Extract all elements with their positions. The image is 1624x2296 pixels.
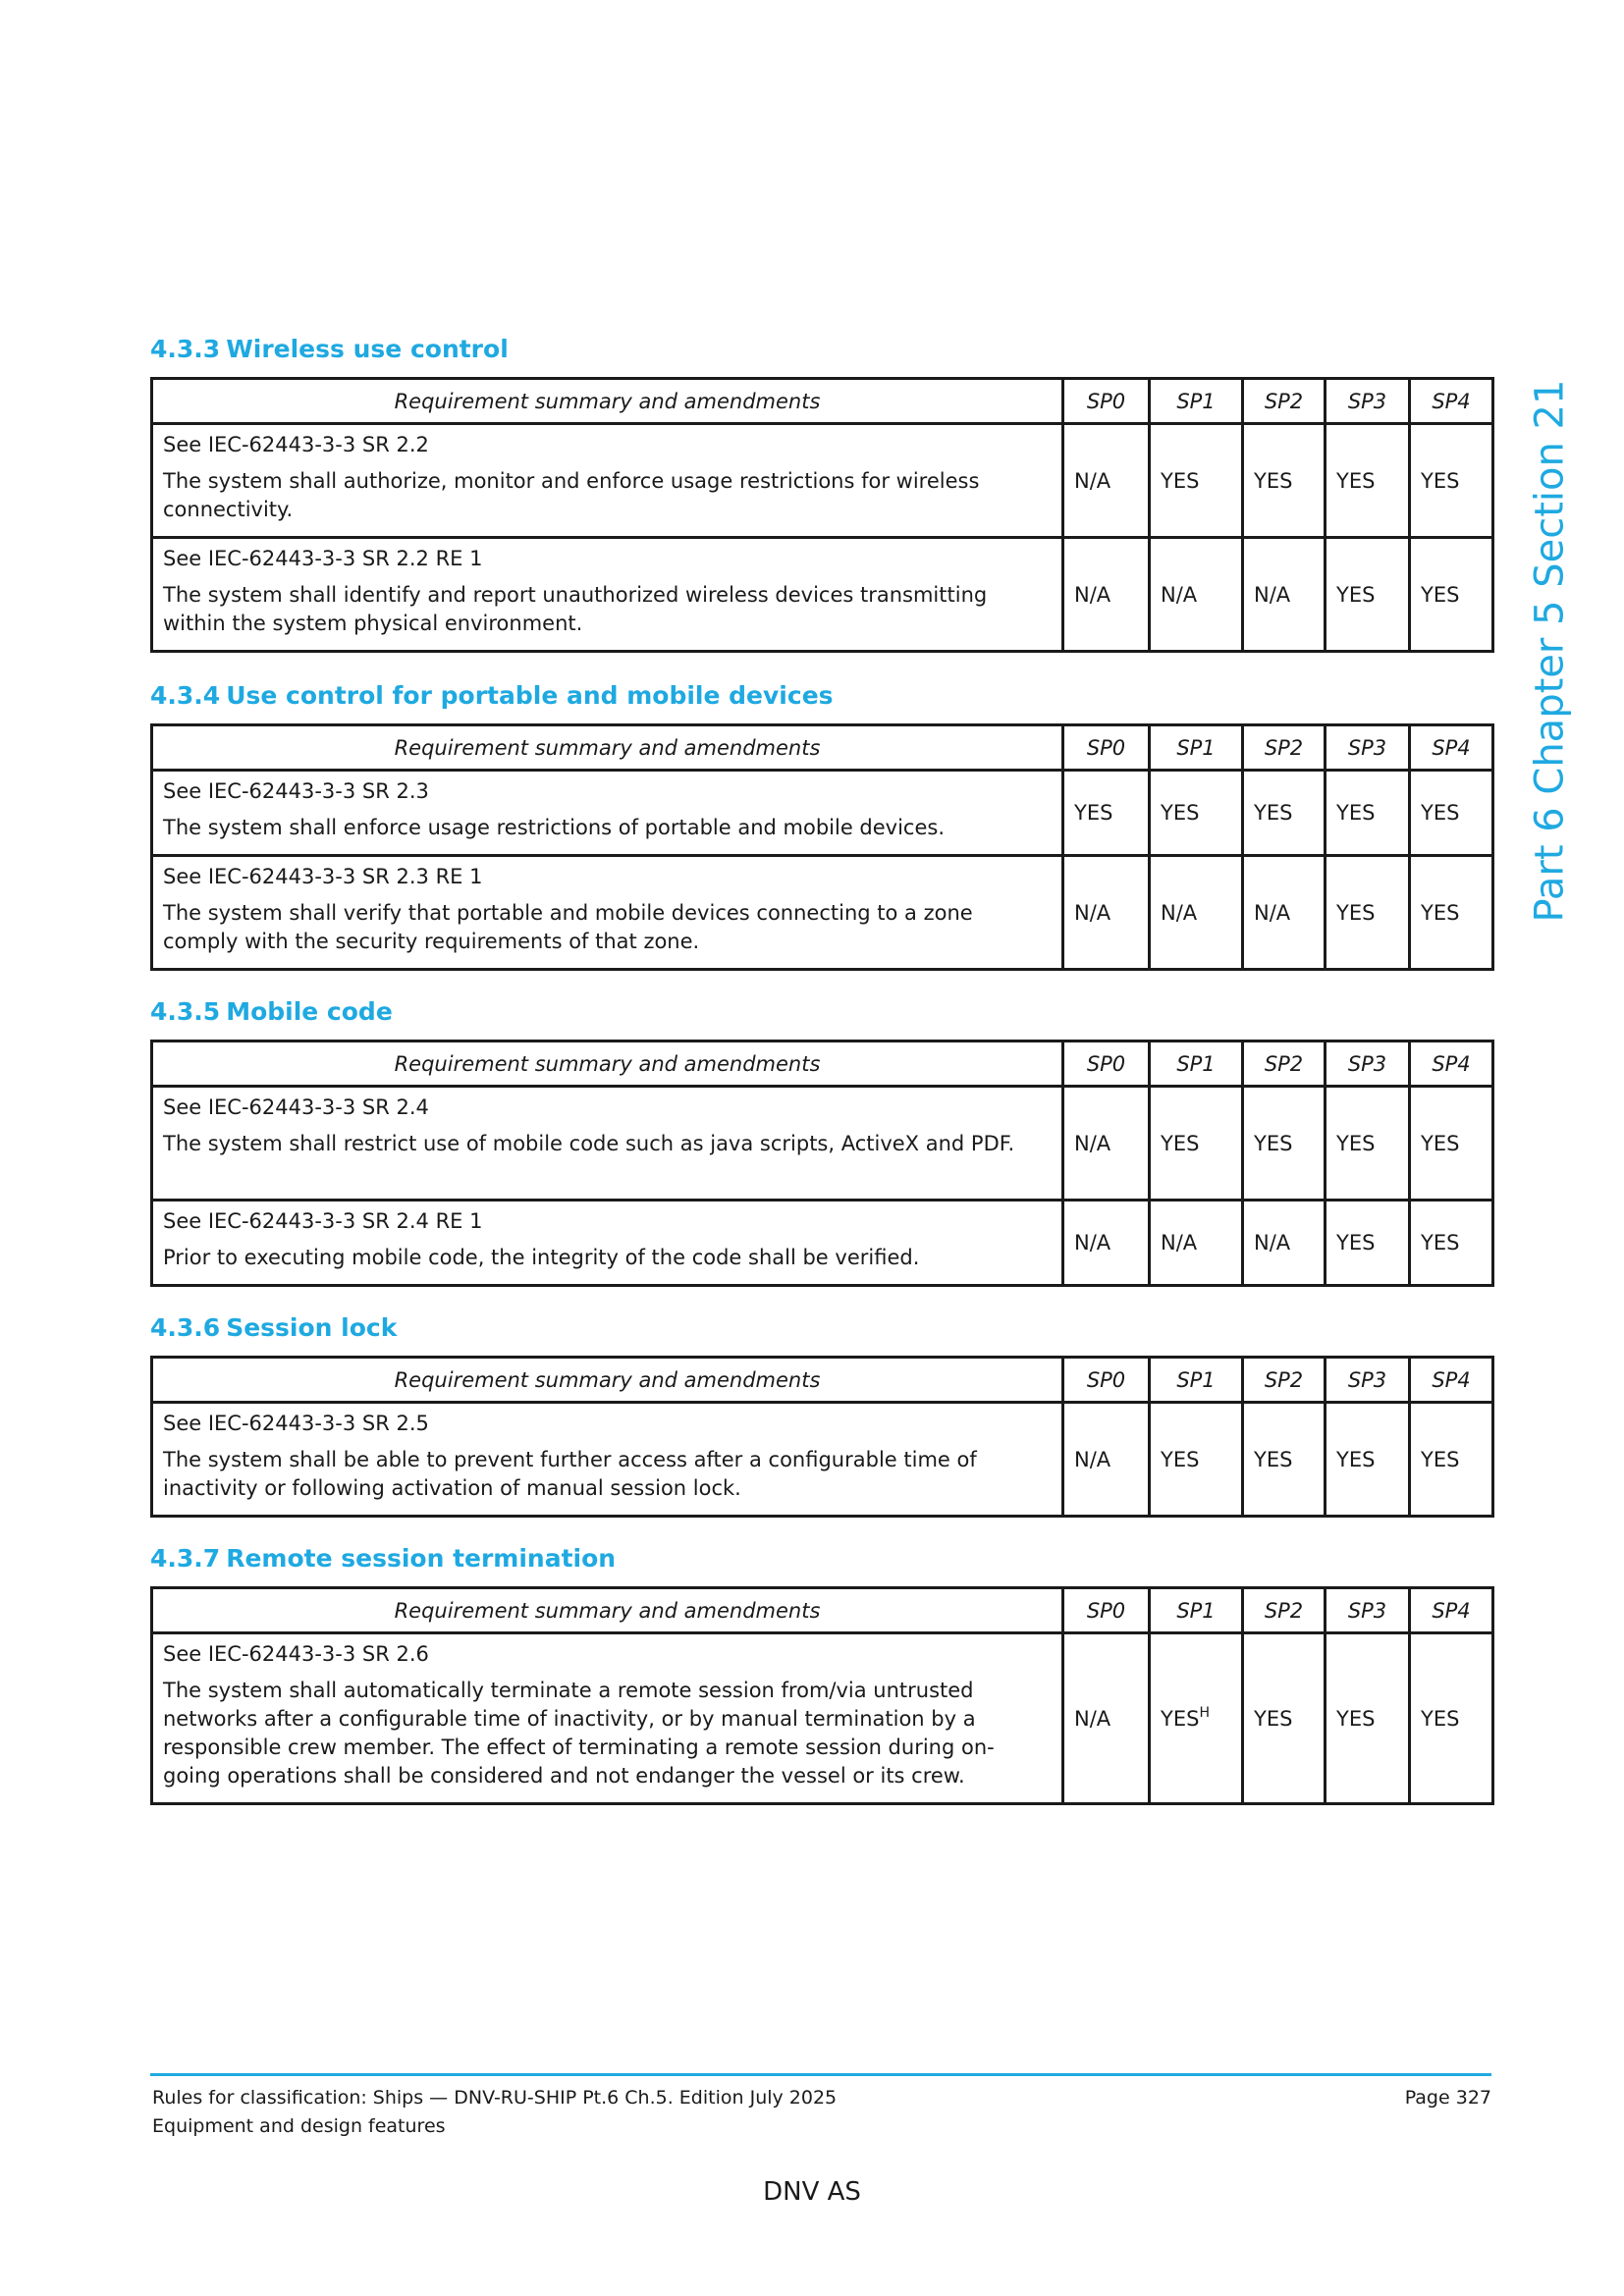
sp0-value: N/A (1063, 538, 1150, 652)
sp3-value: YES (1326, 856, 1410, 970)
table-row (152, 1403, 1493, 1517)
footer-company: DNV AS (763, 2177, 861, 2207)
sp1-value: N/A (1150, 538, 1243, 652)
header-sp1: SP1 (1150, 1588, 1243, 1633)
sp2-value: YES (1243, 424, 1326, 538)
footer-page-number: Page 327 (1404, 2087, 1491, 2109)
sp2-value: N/A (1243, 856, 1326, 970)
requirements-table (150, 1040, 1494, 1287)
section-4-3-7 (150, 1542, 1491, 1805)
section-4-3-5 (150, 995, 1491, 1287)
requirement-cell (152, 1633, 1063, 1804)
requirement-cell (152, 1087, 1063, 1201)
sp0-value: N/A (1063, 1403, 1150, 1517)
side-tab-label: Part 6 Chapter 5 Section 21 (1527, 379, 1572, 923)
header-requirement: Requirement summary and amendments (152, 1588, 1063, 1633)
header-requirement: Requirement summary and amendments (152, 379, 1063, 424)
table-row (152, 1201, 1493, 1286)
sp1-value: N/A (1150, 1201, 1243, 1286)
sp4-value: YES (1410, 424, 1493, 538)
sp4-value: YES (1410, 538, 1493, 652)
sp3-value: YES (1326, 1633, 1410, 1804)
sp3-value: YES (1326, 424, 1410, 538)
header-sp2: SP2 (1243, 725, 1326, 771)
table-row (152, 1087, 1493, 1201)
header-sp1: SP1 (1150, 1041, 1243, 1087)
footer-left (152, 2084, 837, 2141)
sp2-value: YES (1243, 1633, 1326, 1804)
requirement-text: The system shall enforce usage restrictions of portable and mobile devices. (163, 816, 946, 839)
header-sp2: SP2 (1243, 1588, 1326, 1633)
sp4-value: YES (1410, 1633, 1493, 1804)
sp1-value: YES (1150, 424, 1243, 538)
header-sp4: SP4 (1410, 1358, 1493, 1403)
footer-document-title: Rules for classification: Ships — DNV-RU-SHIP Pt.6 Ch.5. Edition July 2025 (152, 2087, 838, 2109)
table-header-row (152, 725, 1493, 771)
requirements-table (150, 1356, 1494, 1518)
requirements-table (150, 377, 1494, 653)
header-requirement: Requirement summary and amendments (152, 1041, 1063, 1087)
requirement-reference: See IEC-62443-3-3 SR 2.3 (163, 779, 429, 803)
requirement-reference: See IEC-62443-3-3 SR 2.2 RE 1 (163, 547, 483, 570)
sp3-value: YES (1326, 1087, 1410, 1201)
sp1-value: YES (1150, 771, 1243, 856)
header-sp3: SP3 (1326, 1041, 1410, 1087)
sp0-value: YES (1063, 771, 1150, 856)
sp0-value: N/A (1063, 424, 1150, 538)
sp2-value: YES (1243, 1087, 1326, 1201)
table-row (152, 538, 1493, 652)
requirements-table (150, 1586, 1494, 1805)
sp1-value: YES (1150, 1087, 1243, 1201)
section-heading: 4.3.3 Wireless use control (150, 335, 509, 363)
sp3-value: YES (1326, 1201, 1410, 1286)
footer-divider (150, 2073, 1491, 2076)
sp1-value: N/A (1150, 856, 1243, 970)
header-sp4: SP4 (1410, 725, 1493, 771)
requirement-reference: See IEC-62443-3-3 SR 2.2 (163, 433, 429, 456)
header-sp0: SP0 (1063, 725, 1150, 771)
table-header-row (152, 1588, 1493, 1633)
sp0-value: N/A (1063, 1201, 1150, 1286)
sp2-value: N/A (1243, 538, 1326, 652)
header-sp3: SP3 (1326, 379, 1410, 424)
side-tab (1524, 351, 1575, 950)
header-sp0: SP0 (1063, 1041, 1150, 1087)
sp0-value: N/A (1063, 856, 1150, 970)
section-4-3-3 (150, 333, 1491, 653)
header-sp0: SP0 (1063, 1588, 1150, 1633)
sp4-value: YES (1410, 771, 1493, 856)
header-sp3: SP3 (1326, 725, 1410, 771)
header-sp0: SP0 (1063, 379, 1150, 424)
requirement-reference: See IEC-62443-3-3 SR 2.4 (163, 1095, 429, 1119)
requirement-reference: See IEC-62443-3-3 SR 2.6 (163, 1642, 429, 1666)
header-sp3: SP3 (1326, 1358, 1410, 1403)
header-sp2: SP2 (1243, 379, 1326, 424)
table-header-row (152, 1041, 1493, 1087)
requirement-cell (152, 856, 1063, 970)
table-row (152, 771, 1493, 856)
requirement-text: The system shall verify that portable and mobile devices connecting to a zone comply with the security requirements of that zone. (163, 901, 973, 953)
sp0-value: N/A (1063, 1633, 1150, 1804)
requirement-text: Prior to executing mobile code, the integrity of the code shall be verified. (163, 1246, 920, 1269)
sp3-value: YES (1326, 538, 1410, 652)
section-4-3-4 (150, 679, 1491, 971)
sp2-value: YES (1243, 771, 1326, 856)
requirement-reference: See IEC-62443-3-3 SR 2.5 (163, 1412, 429, 1435)
header-requirement: Requirement summary and amendments (152, 1358, 1063, 1403)
section-heading: 4.3.7 Remote session termination (150, 1544, 617, 1573)
requirement-reference: See IEC-62443-3-3 SR 2.4 RE 1 (163, 1209, 483, 1233)
header-sp1: SP1 (1150, 1358, 1243, 1403)
requirement-text: The system shall identify and report unauthorized wireless devices transmitting within the system physical environment. (163, 583, 988, 635)
table-header-row (152, 379, 1493, 424)
sp4-value: YES (1410, 1201, 1493, 1286)
header-sp4: SP4 (1410, 1041, 1493, 1087)
table-row (152, 1633, 1493, 1804)
sp0-value: N/A (1063, 1087, 1150, 1201)
footer-chapter-title: Equipment and design features (152, 2115, 446, 2137)
header-sp0: SP0 (1063, 1358, 1150, 1403)
sp2-value: YES (1243, 1403, 1326, 1517)
requirement-text: The system shall authorize, monitor and enforce usage restrictions for wireless connectivity. (163, 469, 980, 521)
header-sp2: SP2 (1243, 1358, 1326, 1403)
table-row (152, 424, 1493, 538)
requirement-text: The system shall be able to prevent further access after a configurable time of inactivity or following activation of manual session lock. (163, 1448, 977, 1500)
requirement-cell (152, 424, 1063, 538)
requirement-text: The system shall restrict use of mobile code such as java scripts, ActiveX and PDF. (163, 1132, 1015, 1155)
note-superscript: H (1199, 1704, 1210, 1721)
sp1-value: YES (1150, 1403, 1243, 1517)
requirement-text: The system shall automatically terminate a remote session from/via untrusted networks after a configurable time of inactivity, or by manual termination by a responsible crew member. The effect of terminating a remote session during on-going operations shall be considered and not endanger the vessel or its crew. (163, 1679, 995, 1788)
header-sp2: SP2 (1243, 1041, 1326, 1087)
sp1-value: $YES^H$ (1150, 1633, 1243, 1804)
header-sp1: SP1 (1150, 725, 1243, 771)
header-sp4: SP4 (1410, 379, 1493, 424)
requirement-cell (152, 538, 1063, 652)
sp3-value: YES (1326, 1403, 1410, 1517)
section-heading: 4.3.6 Session lock (150, 1313, 398, 1342)
section-heading: 4.3.4 Use control for portable and mobile devices (150, 681, 834, 710)
requirement-cell (152, 771, 1063, 856)
header-requirement: Requirement summary and amendments (152, 725, 1063, 771)
requirement-cell (152, 1403, 1063, 1517)
sp4-value: YES (1410, 1403, 1493, 1517)
requirement-cell (152, 1201, 1063, 1286)
sp3-value: YES (1326, 771, 1410, 856)
sp2-value: N/A (1243, 1201, 1326, 1286)
section-4-3-6 (150, 1311, 1491, 1518)
table-header-row (152, 1358, 1493, 1403)
header-sp1: SP1 (1150, 379, 1243, 424)
requirements-table (150, 723, 1494, 971)
requirement-reference: See IEC-62443-3-3 SR 2.3 RE 1 (163, 865, 483, 888)
header-sp4: SP4 (1410, 1588, 1493, 1633)
sp4-value: YES (1410, 856, 1493, 970)
table-row (152, 856, 1493, 970)
header-sp3: SP3 (1326, 1588, 1410, 1633)
section-heading: 4.3.5 Mobile code (150, 997, 393, 1026)
sp4-value: YES (1410, 1087, 1493, 1201)
